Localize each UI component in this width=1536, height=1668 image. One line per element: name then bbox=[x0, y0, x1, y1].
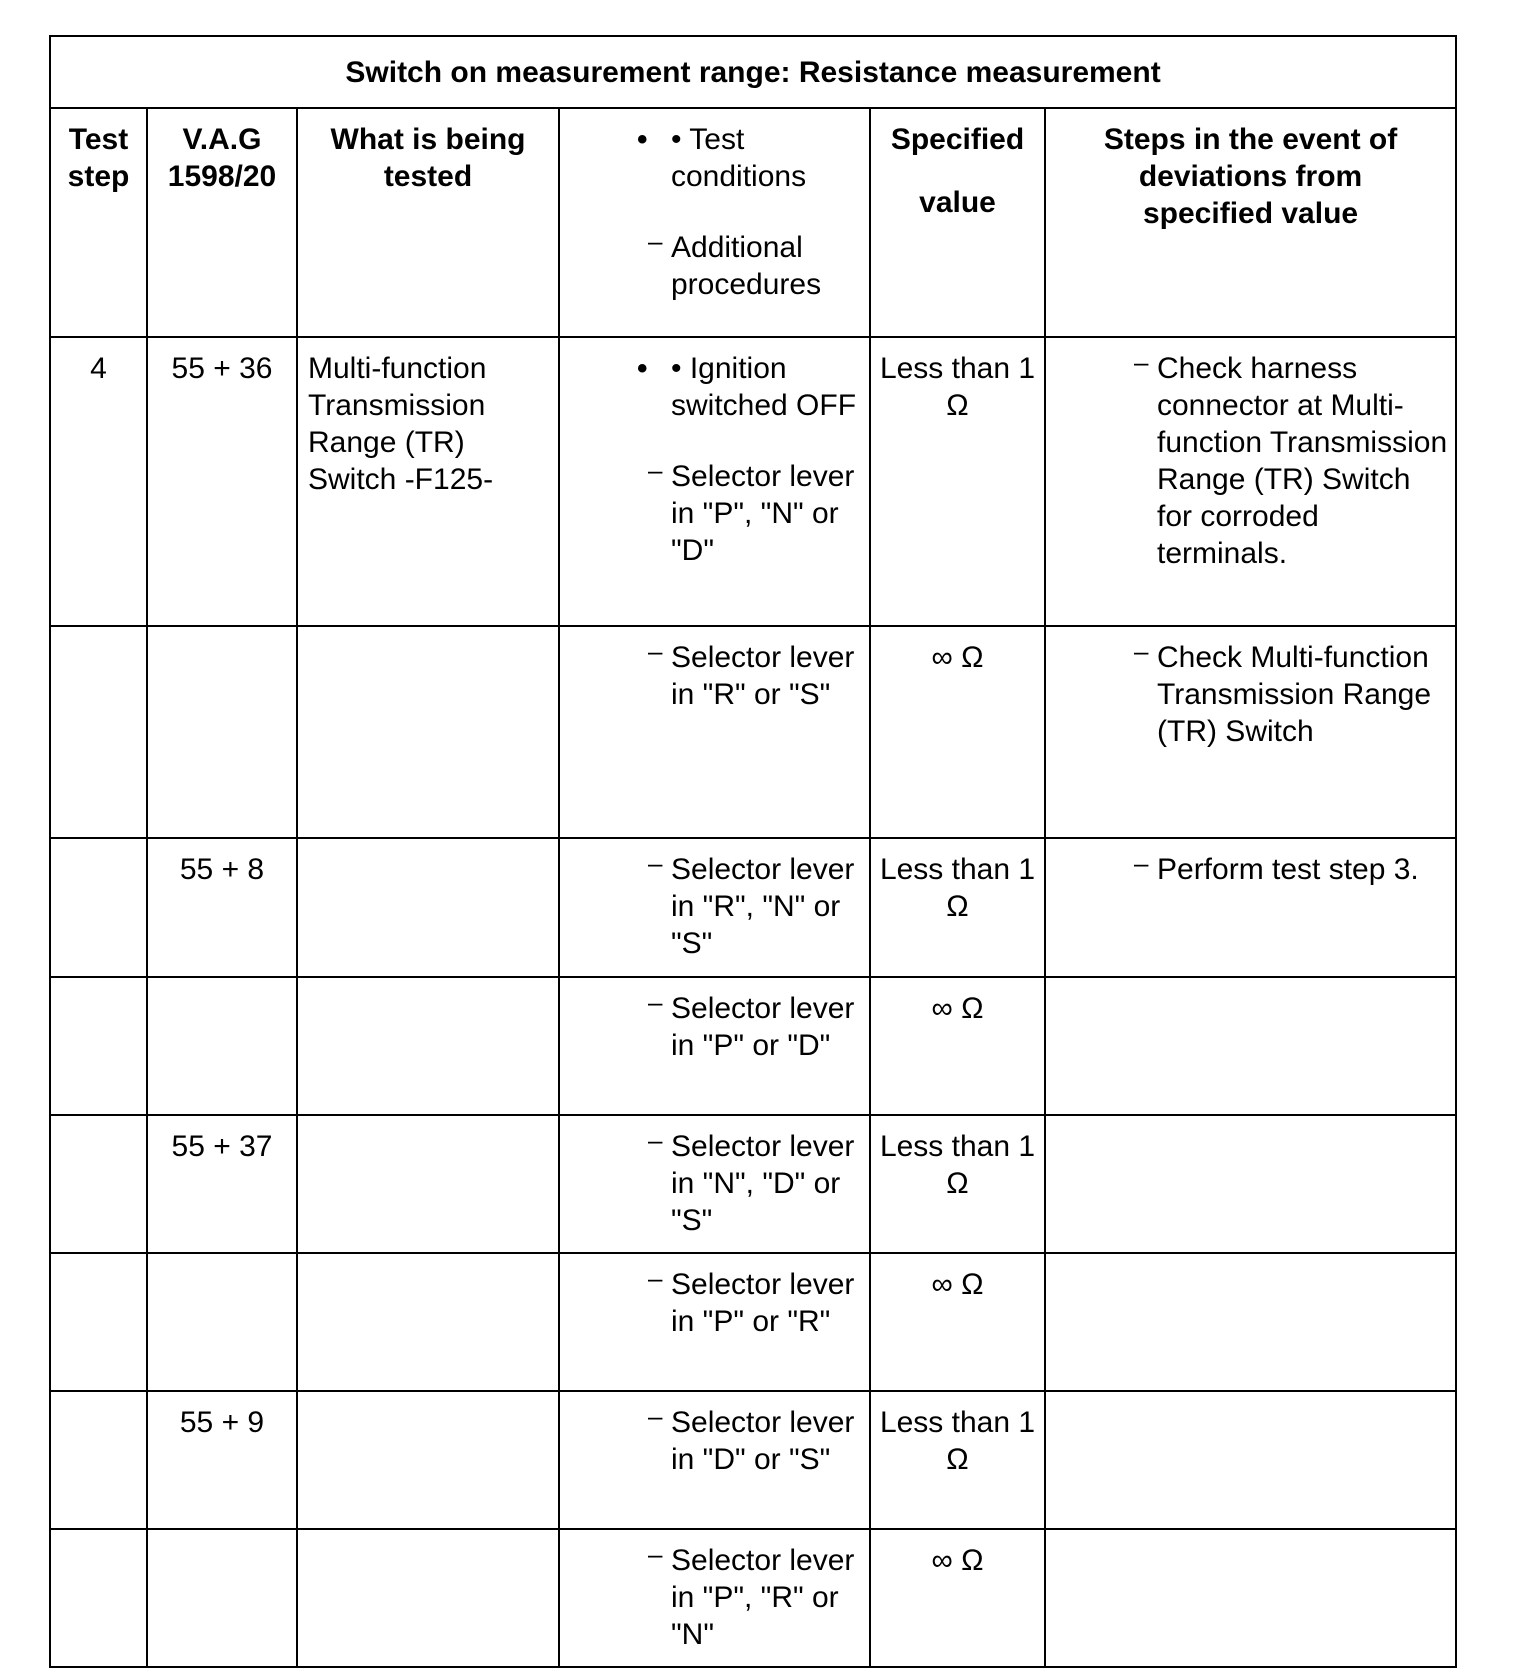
table-row bbox=[50, 1529, 1456, 1667]
cell-specified: ∞ Ω bbox=[870, 977, 1045, 1115]
cell-condition: – Selector lever in "P", "R" or "N" bbox=[559, 1529, 870, 1667]
cell-steps bbox=[1045, 1253, 1456, 1391]
table-row bbox=[50, 1253, 1456, 1391]
cell-what bbox=[297, 1253, 559, 1391]
dash-mark: – bbox=[648, 455, 663, 485]
header-steps: Steps in the event of deviations from specified value bbox=[1045, 108, 1456, 337]
header-specified: Specified value bbox=[870, 108, 1045, 337]
cell-what bbox=[297, 1529, 559, 1667]
dash-mark: – bbox=[648, 636, 663, 666]
header-conditions-dash: – Additional procedures bbox=[560, 229, 869, 303]
cell-vag: 55 + 37 bbox=[147, 1115, 297, 1253]
cell-test-step bbox=[50, 1391, 147, 1529]
cell-vag: 55 + 8 bbox=[147, 838, 297, 977]
table-row bbox=[50, 1391, 1456, 1529]
cell-test-step bbox=[50, 838, 147, 977]
cell-specified: Less than 1 Ω bbox=[870, 1115, 1045, 1253]
bullet-mark: • bbox=[637, 123, 648, 156]
cell-vag bbox=[147, 977, 297, 1115]
cell-condition: – Selector lever in "P" or "D" bbox=[559, 977, 870, 1115]
cell-steps: – Perform test step 3. bbox=[1045, 838, 1456, 977]
table-row bbox=[50, 626, 1456, 838]
table-row bbox=[50, 977, 1456, 1115]
cell-specified: ∞ Ω bbox=[870, 1253, 1045, 1391]
cell-condition: – Selector lever in "R" or "S" bbox=[559, 626, 870, 838]
cell-vag: 55 + 9 bbox=[147, 1391, 297, 1529]
cell-steps bbox=[1045, 977, 1456, 1115]
cell-what bbox=[297, 1115, 559, 1253]
cell-steps: – Check Multi-function Transmission Range (TR) Switch bbox=[1045, 626, 1456, 838]
cell-vag: 55 + 36 bbox=[147, 337, 297, 626]
cell-condition: – Selector lever in "R", "N" or "S" bbox=[559, 838, 870, 977]
dash-mark: – bbox=[648, 848, 663, 878]
cell-steps bbox=[1045, 1115, 1456, 1253]
cell-test-step bbox=[50, 1253, 147, 1391]
header-conditions-bullet: • • Test conditions bbox=[637, 123, 807, 193]
header-what: What is being tested bbox=[297, 108, 559, 337]
table-title: Switch on measurement range: Resistance measurement bbox=[50, 36, 1456, 108]
cell-vag bbox=[147, 626, 297, 838]
cell-condition: – Selector lever in "N", "D" or "S" bbox=[559, 1115, 870, 1253]
cell-test-step bbox=[50, 626, 147, 838]
dash-mark: – bbox=[648, 1125, 663, 1155]
table-row bbox=[50, 1115, 1456, 1253]
dash-mark: – bbox=[1134, 636, 1149, 666]
header-conditions bbox=[559, 108, 870, 337]
header-test-step: Test step bbox=[50, 108, 147, 337]
cell-what: Multi-function Transmission Range (TR) Switch -F125- bbox=[297, 337, 559, 626]
cell-what bbox=[297, 1391, 559, 1529]
cell-specified: ∞ Ω bbox=[870, 626, 1045, 838]
cell-specified: Less than 1 Ω bbox=[870, 1391, 1045, 1529]
cell-condition: • • Ignition switched OFF – Selector lever in "P", "N" or "D" bbox=[559, 337, 870, 626]
cell-specified: ∞ Ω bbox=[870, 1529, 1045, 1667]
cell-what bbox=[297, 838, 559, 977]
title-row bbox=[50, 36, 1456, 108]
cell-specified: Less than 1 Ω bbox=[870, 838, 1045, 977]
dash-mark: – bbox=[1134, 848, 1149, 878]
cell-steps bbox=[1045, 1529, 1456, 1667]
dash-mark: – bbox=[648, 1539, 663, 1569]
dash-mark: – bbox=[648, 226, 663, 256]
table-row bbox=[50, 337, 1456, 626]
cell-test-step bbox=[50, 1529, 147, 1667]
cell-test-step bbox=[50, 1115, 147, 1253]
cell-specified: Less than 1 Ω bbox=[870, 337, 1045, 626]
bullet-mark: • bbox=[637, 352, 648, 385]
cell-vag bbox=[147, 1529, 297, 1667]
header-vag: V.A.G 1598/20 bbox=[147, 108, 297, 337]
dash-mark: – bbox=[648, 1263, 663, 1293]
cell-steps: – Check harness connector at Multi-function Transmission Range (TR) Switch for corroded terminals. bbox=[1045, 337, 1456, 626]
table-row bbox=[50, 838, 1456, 977]
dash-mark: – bbox=[1134, 347, 1149, 377]
measurement-table bbox=[49, 35, 1457, 1668]
dash-mark: – bbox=[648, 1401, 663, 1431]
cell-vag bbox=[147, 1253, 297, 1391]
header-row bbox=[50, 108, 1456, 337]
cell-what bbox=[297, 977, 559, 1115]
cell-test-step: 4 bbox=[50, 337, 147, 626]
cell-what bbox=[297, 626, 559, 838]
cell-steps bbox=[1045, 1391, 1456, 1529]
cell-test-step bbox=[50, 977, 147, 1115]
cell-condition: – Selector lever in "P" or "R" bbox=[559, 1253, 870, 1391]
dash-mark: – bbox=[648, 987, 663, 1017]
cell-condition: – Selector lever in "D" or "S" bbox=[559, 1391, 870, 1529]
